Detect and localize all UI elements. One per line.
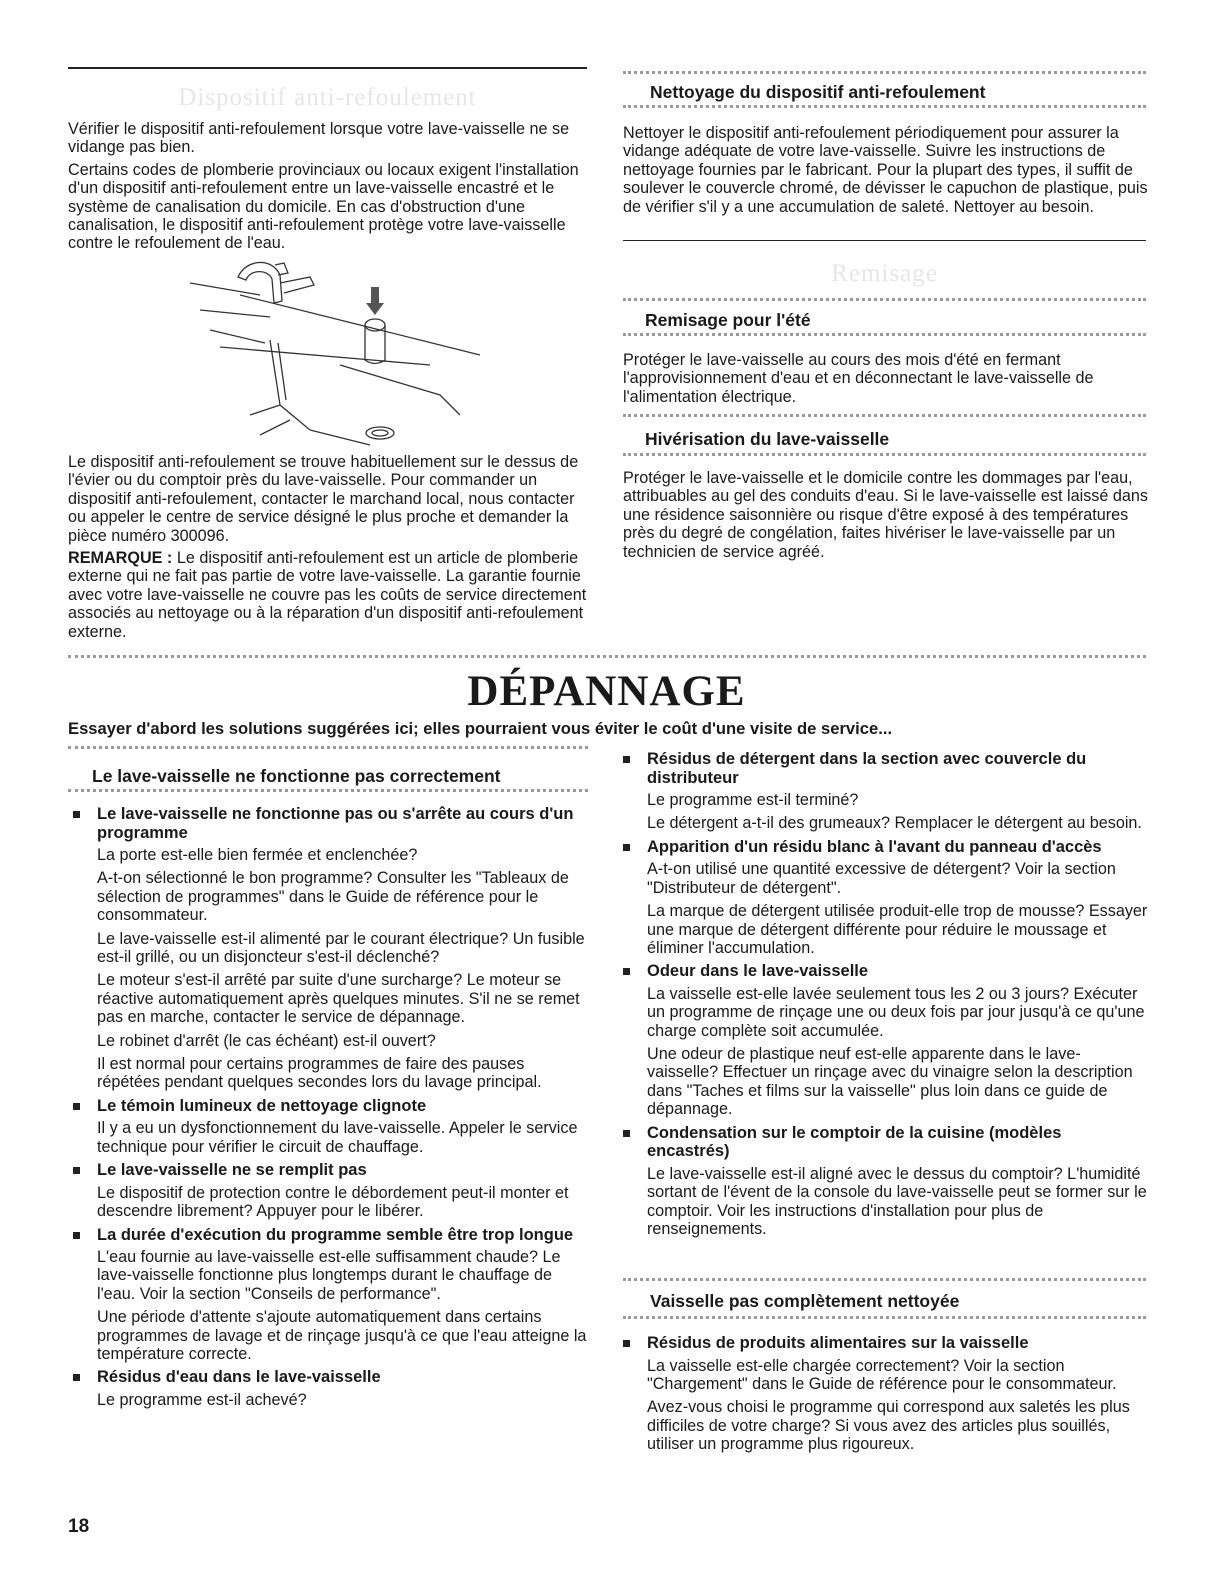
answer-text: Le programme est-il terminé? bbox=[647, 791, 859, 809]
answer-text: La porte est-elle bien fermée et enclenchée? bbox=[97, 846, 418, 864]
problem-title: Apparition d'un résidu blanc à l'avant du panneau d'accès bbox=[647, 837, 1102, 856]
bullet-icon bbox=[623, 756, 630, 763]
answer-text: Le moteur s'est-il arrêté par suite d'une surcharge? Le moteur se réactive automatiquement après quelques minutes. S'il ne se remet pas en marche, contacter le service de dépannage. bbox=[97, 971, 580, 1027]
note-label: REMARQUE : bbox=[68, 549, 173, 568]
list-item bbox=[68, 1226, 590, 1364]
storage-ghost-heading: Remisage bbox=[831, 260, 938, 287]
left-section-heading: Le lave-vaisselle ne fonctionne pas correctement bbox=[92, 766, 501, 786]
winter-bottom-rule bbox=[623, 453, 1146, 456]
cleaning-text: Nettoyer le dispositif anti-refoulement périodiquement pour assurer la vidange adéquate de votre lave-vaisselle. Suivre les instructions de nettoyage fournies par le fabricant. Pour la plupart des types, il suffit de soulever le couvercle chromé, de dévisser le capuchon de plastique, puis de vérifier s'il y a une accumulation de saleté. Nettoyer au besoin. bbox=[623, 124, 1148, 216]
answer-text: Le dispositif de protection contre le débordement peut-il monter et descendre librement? Appuyer pour le libérer. bbox=[97, 1183, 569, 1221]
intro-text: Essayer d'abord les solutions suggérées ici; elles pourraient vous éviter le coût d'une visite de service... bbox=[68, 719, 893, 738]
answer-text: Le lave-vaisselle est-il alimenté par le courant électrique? Un fusible est-il grillé, ou un disjoncteur s'est-il déclenché? bbox=[97, 929, 585, 967]
right-troubleshooting-list bbox=[618, 750, 1148, 1243]
answer-text: Le détergent a-t-il des grumeaux? Remplacer le détergent au besoin. bbox=[647, 814, 1142, 833]
problem-title: Résidus de produits alimentaires sur la vaisselle bbox=[647, 1334, 1029, 1352]
answer-text: Une odeur de plastique neuf est-elle apparente dans le lave-vaisselle? Effectuer un rinçage avec du vinaigre selon la description dans "Taches et films sur la vaisselle" plus loin dans ce guide de dépannage. bbox=[647, 1045, 1133, 1119]
left-section-top-rule bbox=[68, 746, 588, 749]
list-item bbox=[68, 1097, 590, 1156]
dishes-bottom-rule bbox=[623, 1316, 1146, 1319]
dishes-heading: Vaisselle pas complètement nettoyée bbox=[650, 1291, 960, 1311]
answer-text: La vaisselle est-elle lavée seulement tous les 2 ou 3 jours? Exécuter un programme de rinçage une ou deux fois par jour jusqu'à ce qu'une charge complète soit accumulée. bbox=[647, 984, 1145, 1040]
summer-heading: Remisage pour l'été bbox=[645, 310, 811, 330]
winter-heading: Hivérisation du lave-vaisselle bbox=[645, 429, 890, 449]
winter-text: Protéger le lave-vaisselle et le domicile contre les dommages par l'eau, attribuables au gel des conduits d'eau. Si le lave-vaisselle est laissé dans une résidence saisonnière ou risque d'être exposé à des températures près du degré de congélation, faites hivériser le lave-vaisselle par un technicien de service agréé. bbox=[623, 469, 1148, 561]
page-title: DÉPANNAGE bbox=[467, 668, 746, 715]
dishes-list bbox=[618, 1334, 1148, 1459]
problem-title: Le lave-vaisselle ne se remplit pas bbox=[97, 1161, 367, 1180]
backflow-paragraph-1: Vérifier le dispositif anti-refoulement lorsque votre lave-vaisselle ne se vidange pas bien. bbox=[68, 120, 570, 157]
bullet-icon bbox=[623, 844, 630, 851]
problem-title: Odeur dans le lave-vaisselle bbox=[647, 962, 869, 981]
cleaning-bottom-rule bbox=[623, 105, 1146, 108]
left-section-bottom-rule bbox=[68, 789, 588, 792]
summer-top-rule bbox=[623, 298, 1146, 301]
list-item bbox=[618, 1334, 1148, 1454]
answer-text: Le programme est-il achevé? bbox=[97, 1390, 307, 1409]
problem-title: Le témoin lumineux de nettoyage clignote bbox=[97, 1096, 427, 1115]
bullet-icon bbox=[73, 1167, 80, 1174]
problem-title: Résidus d'eau dans le lave-vaisselle bbox=[97, 1368, 381, 1387]
top-left-rule bbox=[68, 67, 587, 69]
bullet-icon bbox=[73, 1374, 80, 1381]
storage-top-rule bbox=[623, 240, 1146, 241]
winter-top-rule bbox=[623, 414, 1146, 417]
backflow-note bbox=[68, 549, 590, 641]
list-item bbox=[68, 1368, 590, 1409]
dishes-top-rule bbox=[623, 1278, 1146, 1281]
answer-text: Avez-vous choisi le programme qui correspond aux saletés les plus difficiles de votre charge? Si vous avez des articles plus souillés, utiliser un programme plus rigoureux. bbox=[647, 1398, 1130, 1454]
bullet-icon bbox=[73, 811, 80, 818]
answer-text: La marque de détergent utilisée produit-elle trop de mousse? Essayer une marque de détergent différente pour réduire le moussage et éliminer l'accumulation. bbox=[647, 902, 1148, 957]
bullet-icon bbox=[623, 1130, 630, 1137]
backflow-paragraph-2: Certains codes de plomberie provinciaux ou locaux exigent l'installation d'un dispositif anti-refoulement entre un lave-vaisselle encastré et le système de canalisation du domicile. En cas d'obstruction d'une canalisation, le dispositif anti-refoulement protège votre lave-vaisselle contre le refoulement de l'eau. bbox=[68, 160, 579, 253]
answer-text: A-t-on sélectionné le bon programme? Consulter les "Tableaux de sélection de programmes" dans le Guide de référence pour le consommateur. bbox=[97, 869, 569, 925]
answer-text: Il y a eu un dysfonctionnement du lave-vaisselle. Appeler le service technique pour vérifier le circuit de chauffage. bbox=[97, 1119, 578, 1156]
cleaning-heading: Nettoyage du dispositif anti-refoulement bbox=[650, 82, 986, 102]
summer-bottom-rule bbox=[623, 333, 1146, 336]
list-item bbox=[618, 750, 1148, 833]
list-item bbox=[618, 838, 1148, 958]
problem-title: Condensation sur le comptoir de la cuisine (modèles encastrés) bbox=[647, 1123, 1062, 1161]
cleaning-top-rule bbox=[623, 71, 1146, 74]
backflow-intro bbox=[68, 120, 590, 257]
bullet-icon bbox=[623, 968, 630, 975]
note-text: Le dispositif anti-refoulement est un article de plomberie externe qui ne fait pas partie de votre lave-vaisselle. La garantie fournie avec votre lave-vaisselle ne couvre pas les coûts de service directement associés au nettoyage ou à la réparation d'un dispositif anti-refoulement externe. bbox=[68, 549, 587, 641]
answer-text: L'eau fournie au lave-vaisselle est-elle suffisamment chaude? Le lave-vaisselle fonctionne plus longtemps durant le chauffage de l'eau. Voir la section "Conseils de performance". bbox=[97, 1248, 561, 1303]
problem-title: Résidus de détergent dans la section avec couvercle du distributeur bbox=[647, 750, 1087, 787]
bullet-icon bbox=[623, 1340, 630, 1347]
backflow-ghost-heading: Dispositif anti-refoulement bbox=[178, 84, 477, 111]
summer-text: Protéger le lave-vaisselle au cours des mois d'été en fermant l'approvisionnement d'eau et en déconnectant le lave-vaisselle de l'alimentation électrique. bbox=[623, 351, 1094, 406]
bullet-icon bbox=[73, 1232, 80, 1239]
answer-text: Le lave-vaisselle est-il aligné avec le dessus du comptoir? L'humidité sortant de l'évent de la console du lave-vaisselle peut se former sur le comptoir. Voir les instructions d'installation pour plus de renseignements. bbox=[647, 1164, 1147, 1238]
page-number: 18 bbox=[68, 1516, 90, 1537]
left-troubleshooting-list bbox=[68, 805, 590, 1414]
problem-title: Le lave-vaisselle ne fonctionne pas ou s'arrête au cours d'un programme bbox=[97, 805, 574, 842]
list-item bbox=[618, 962, 1148, 1118]
list-item bbox=[618, 1124, 1148, 1239]
answer-text: Le robinet d'arrêt (le cas échéant) est-il ouvert? bbox=[97, 1031, 436, 1050]
answer-text: Une période d'attente s'ajoute automatiquement dans certains programmes de lavage et de rinçage jusqu'à ce que l'eau atteigne la température correcte. bbox=[97, 1308, 587, 1364]
list-item bbox=[68, 805, 590, 1092]
answer-text: Il est normal pour certains programmes de faire des pauses répétées pendant quelques secondes lors du lavage principal. bbox=[97, 1055, 542, 1092]
backflow-details bbox=[68, 453, 590, 645]
answer-text: La vaisselle est-elle chargée correctement? Voir la section "Chargement" dans le Guide de référence pour le consommateur. bbox=[647, 1356, 1117, 1393]
answer-text: A-t-on utilisé une quantité excessive de détergent? Voir la section "Distributeur de détergent". bbox=[647, 860, 1116, 897]
backflow-location-text: Le dispositif anti-refoulement se trouve habituellement sur le dessus de l'évier ou du comptoir près du lave-vaisselle. Pour commander un dispositif anti-refoulement, contacter le marchand local, nous contacter ou appeler le centre de service désigné le plus proche et demander la pièce numéro 300096. bbox=[68, 453, 579, 545]
title-top-rule bbox=[68, 655, 1146, 658]
air-gap-illustration bbox=[180, 255, 500, 450]
problem-title: La durée d'exécution du programme semble être trop longue bbox=[97, 1225, 574, 1244]
bullet-icon bbox=[73, 1103, 80, 1110]
list-item bbox=[68, 1161, 590, 1220]
